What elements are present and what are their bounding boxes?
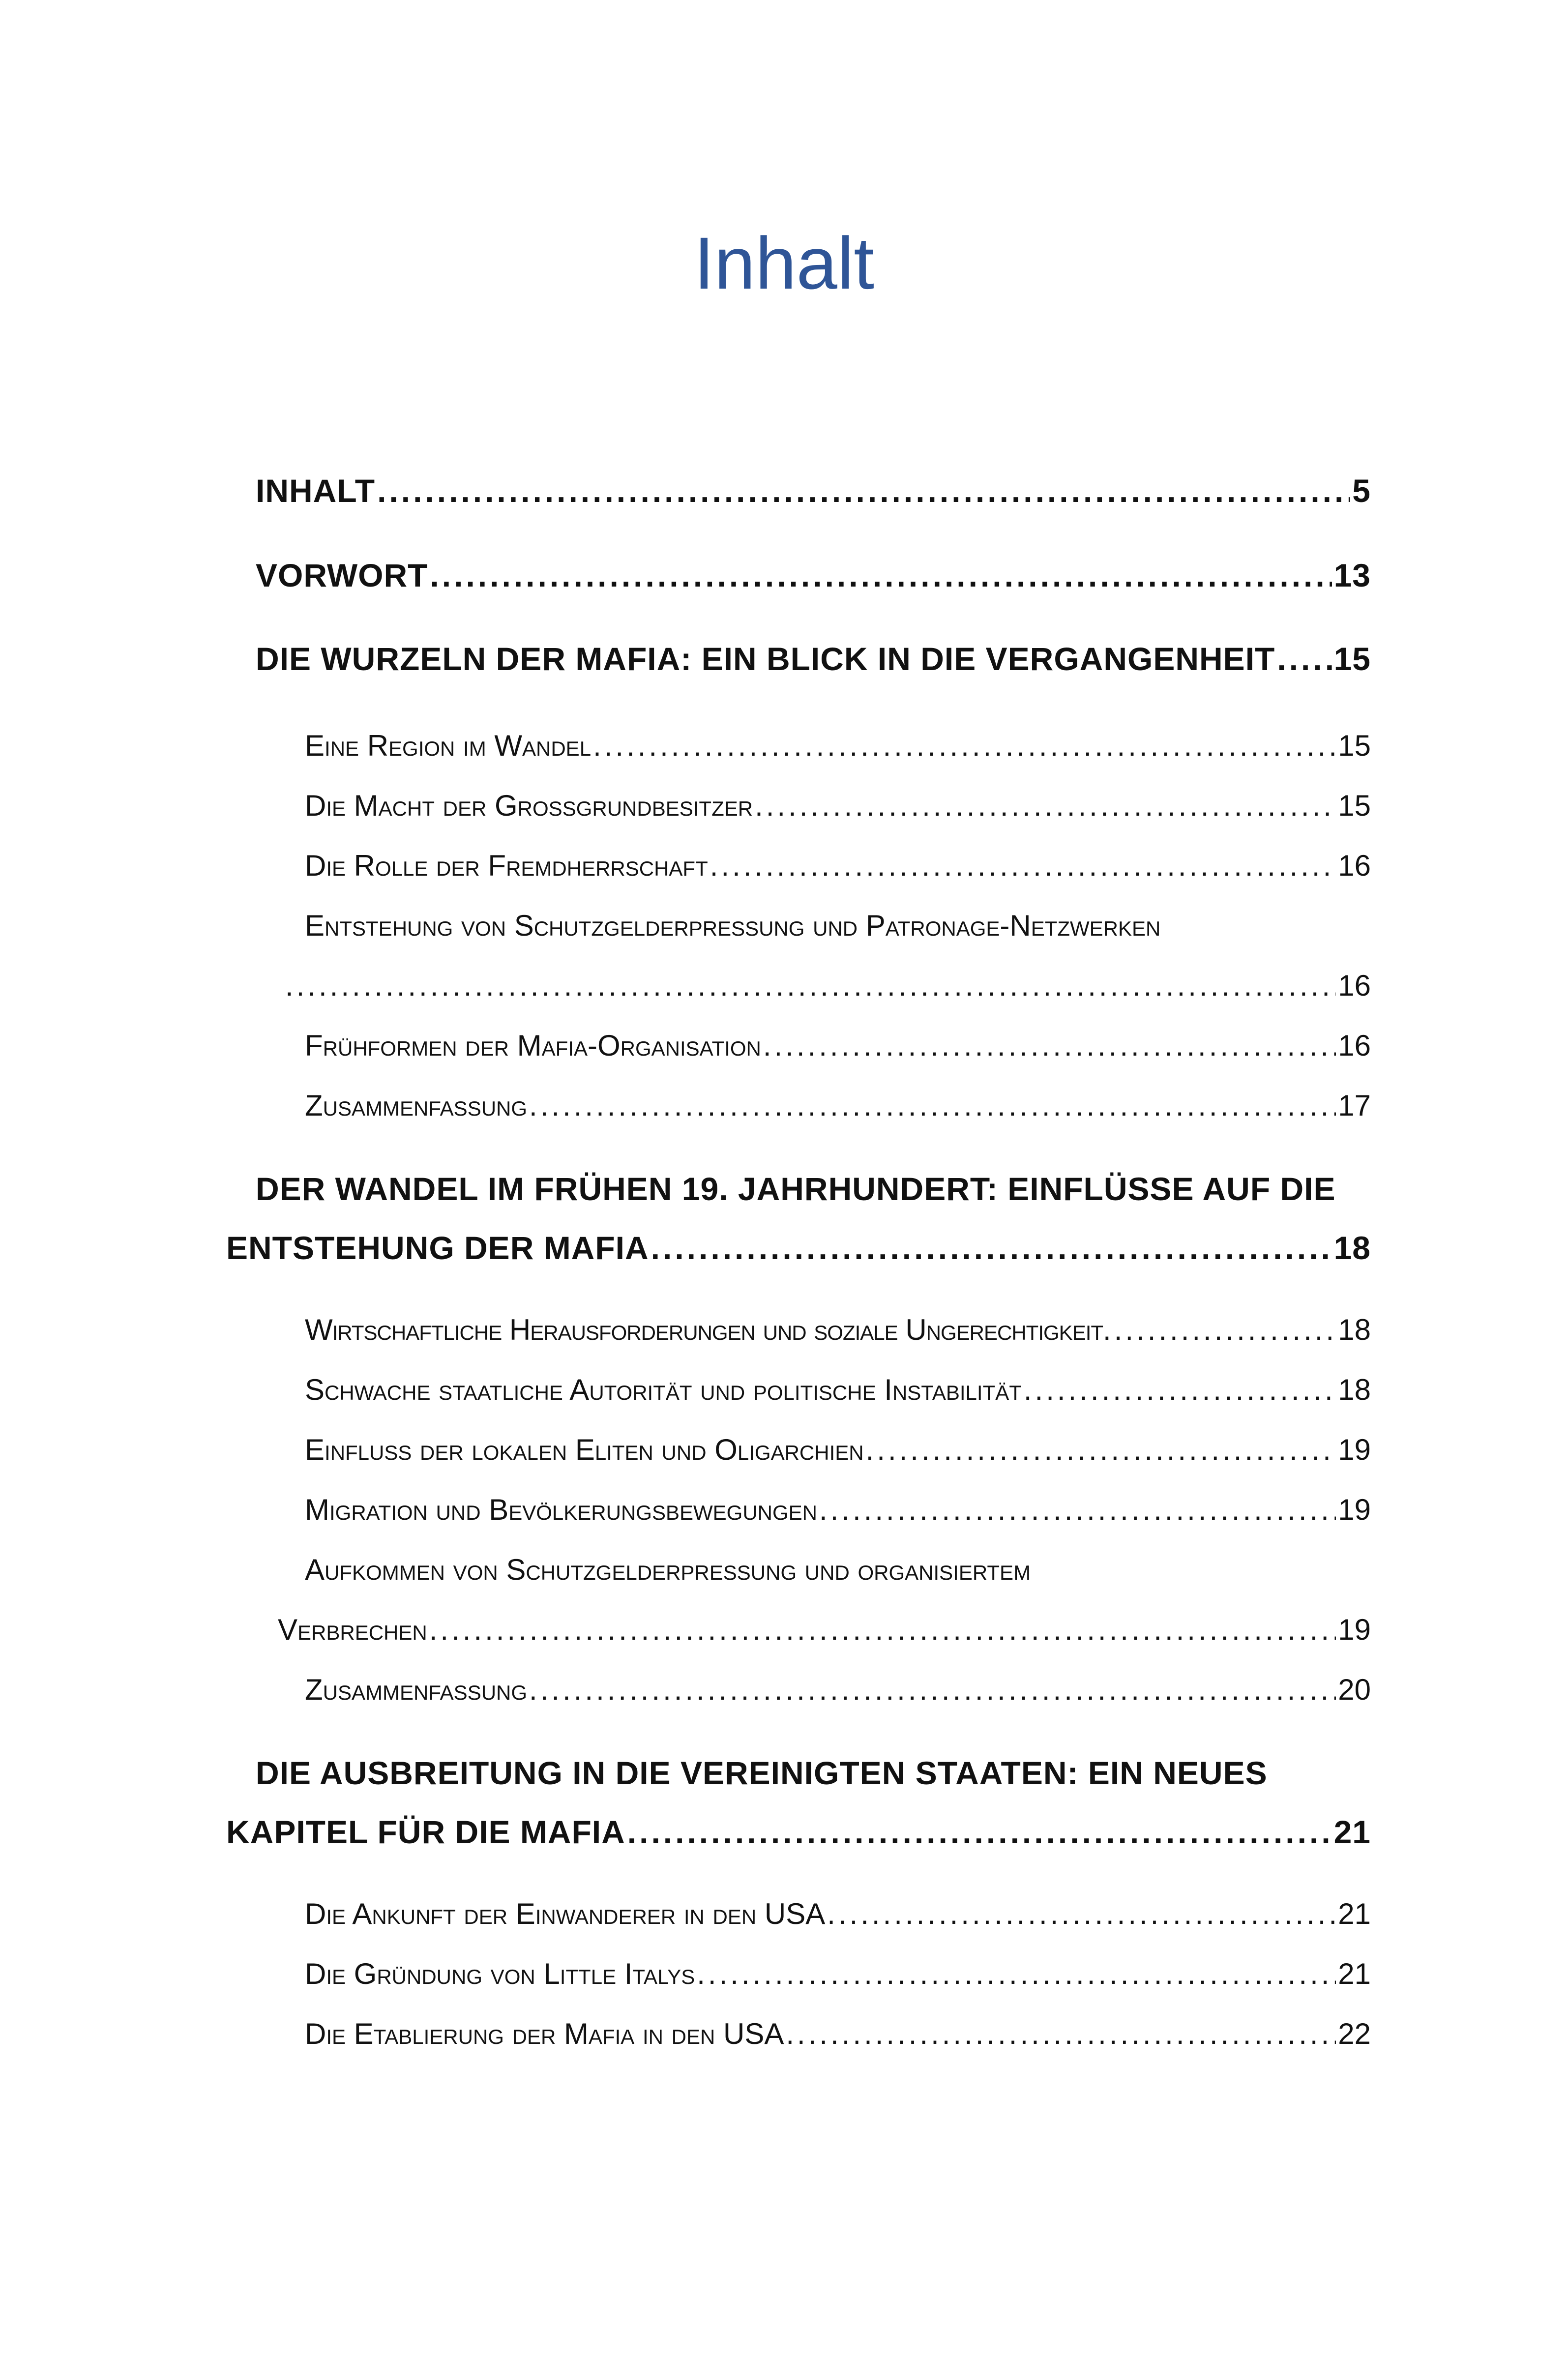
toc-entry-entstehung-line1[interactable]	[305, 909, 1160, 953]
toc-entry-schwache[interactable]	[305, 1373, 1371, 1417]
toc-label: DER WANDEL IM FRÜHEN 19. JAHRHUNDERT: EINFLÜSSE AUF DIE	[256, 1171, 1336, 1207]
toc-label: Migration und Bevölkerungsbewegungen	[305, 1493, 818, 1526]
toc-leader	[763, 1029, 1336, 1062]
toc-label: Die Ankunft der Einwanderer in den USA	[305, 1897, 826, 1930]
toc-page-number: 19	[1338, 1493, 1371, 1526]
toc-entry-usa-line2[interactable]	[226, 1813, 1371, 1858]
toc-page-number: 21	[1338, 1897, 1371, 1930]
toc-leader	[827, 1897, 1336, 1931]
toc-leader	[529, 1089, 1336, 1122]
toc-entry-fruehformen[interactable]	[305, 1029, 1371, 1073]
toc-page-number: 21	[1338, 1957, 1371, 1990]
toc-entry-gruendung[interactable]	[305, 1957, 1371, 2001]
toc-page-number: 18	[1338, 1373, 1371, 1406]
toc-entry-usa-line1[interactable]	[256, 1754, 1268, 1799]
toc-entry-wirtschaft[interactable]	[305, 1313, 1371, 1357]
toc-leader	[651, 1229, 1332, 1267]
toc-label: Schwache staatliche Autorität und politische Instabilität	[305, 1373, 1022, 1406]
toc-page-number: 22	[1338, 2017, 1371, 2050]
toc-entry-einfluss[interactable]	[305, 1433, 1371, 1477]
toc-page-number: 15	[1333, 641, 1371, 677]
toc-leader	[285, 969, 1336, 1003]
toc-page-number: 19	[1338, 1433, 1371, 1466]
toc-leader	[786, 2017, 1336, 2051]
toc-label: Wirtschaftliche Herausforderungen und soziale Ungerechtigkeit	[305, 1313, 1103, 1346]
toc-leader	[627, 1813, 1332, 1851]
toc-leader	[377, 472, 1350, 509]
toc-entry-migration[interactable]	[305, 1493, 1371, 1537]
toc-leader	[593, 729, 1336, 763]
toc-page-number: 20	[1338, 1673, 1371, 1706]
toc-leader	[430, 557, 1331, 594]
toc-entry-ankunft[interactable]	[305, 1897, 1371, 1941]
toc-leader	[1277, 640, 1331, 678]
toc-page-number: 5	[1352, 472, 1371, 509]
toc-leader	[697, 1957, 1336, 1991]
toc-label: Frühformen der Mafia-Organisation	[305, 1029, 761, 1062]
toc-entry-etablierung[interactable]	[305, 2017, 1371, 2061]
toc-label: INHALT	[256, 472, 376, 509]
toc-leader	[866, 1433, 1336, 1467]
toc-entry-entstehung-line2[interactable]	[285, 969, 1371, 1013]
toc-entry-aufkommen-line1[interactable]	[305, 1553, 1031, 1597]
toc-entry-inhalt[interactable]	[256, 472, 1371, 516]
toc-leader	[1024, 1373, 1336, 1407]
toc-page-number: 21	[1333, 1814, 1371, 1850]
toc-label: Die Macht der Großgrundbesitzer	[305, 789, 753, 822]
page-title: Inhalt	[694, 222, 874, 304]
toc-page-number: 19	[1338, 1613, 1371, 1646]
toc-leader	[1103, 1313, 1338, 1347]
toc-entry-zusammenfassung-2[interactable]	[305, 1673, 1371, 1717]
toc-page-number: 18	[1338, 1313, 1371, 1346]
toc-label: KAPITEL FÜR DIE MAFIA	[226, 1814, 625, 1850]
toc-label: DIE AUSBREITUNG IN DIE VEREINIGTEN STAATEN: EIN NEUES	[256, 1755, 1268, 1791]
toc-page-number: 16	[1338, 1029, 1371, 1062]
toc-label: Zusammenfassung	[305, 1673, 528, 1706]
toc-entry-rolle[interactable]	[305, 849, 1371, 893]
toc-label: Verbrechen	[278, 1613, 427, 1646]
toc-leader	[755, 789, 1336, 823]
toc-leader	[529, 1673, 1336, 1707]
toc-label: Einfluss der lokalen Eliten und Oligarchien	[305, 1433, 864, 1466]
toc-label: ENTSTEHUNG DER MAFIA	[226, 1230, 649, 1266]
toc-entry-vorwort[interactable]	[256, 557, 1371, 601]
toc-label: Die Gründung von Little Italys	[305, 1957, 695, 1990]
toc-entry-macht[interactable]	[305, 789, 1371, 833]
toc-page-number: 18	[1333, 1230, 1371, 1266]
toc-entry-zusammenfassung-1[interactable]	[305, 1089, 1371, 1133]
toc-leader	[819, 1493, 1336, 1527]
toc-page-number: 15	[1338, 789, 1371, 822]
toc-entry-wandel-line2[interactable]	[226, 1229, 1371, 1273]
toc-entry-region[interactable]	[305, 729, 1371, 773]
toc-leader	[429, 1613, 1336, 1647]
toc-label: Entstehung von Schutzgelderpressung und Patronage-Netzwerken	[305, 909, 1161, 942]
toc-leader	[710, 849, 1336, 883]
toc-label: Eine Region im Wandel	[305, 729, 592, 762]
toc-label: Zusammenfassung	[305, 1089, 528, 1122]
toc-page-number: 16	[1338, 969, 1371, 1002]
toc-entry-aufkommen-line2[interactable]	[278, 1613, 1371, 1657]
toc-page-number: 16	[1338, 849, 1371, 882]
toc-page-number: 13	[1333, 557, 1371, 593]
toc-page-number: 17	[1338, 1089, 1371, 1122]
toc-label: Die Rolle der Fremdherrschaft	[305, 849, 708, 882]
toc-label: Die Etablierung der Mafia in den USA	[305, 2017, 784, 2050]
toc-entry-wandel-line1[interactable]	[256, 1170, 1336, 1214]
toc-label: Aufkommen von Schutzgelderpressung und organisiertem	[305, 1553, 1031, 1586]
toc-page-number: 15	[1338, 729, 1371, 762]
toc-entry-wurzeln[interactable]	[256, 640, 1371, 684]
toc-label: VORWORT	[256, 557, 428, 593]
toc-label: DIE WURZELN DER MAFIA: EIN BLICK IN DIE VERGANGENHEIT	[256, 641, 1275, 677]
